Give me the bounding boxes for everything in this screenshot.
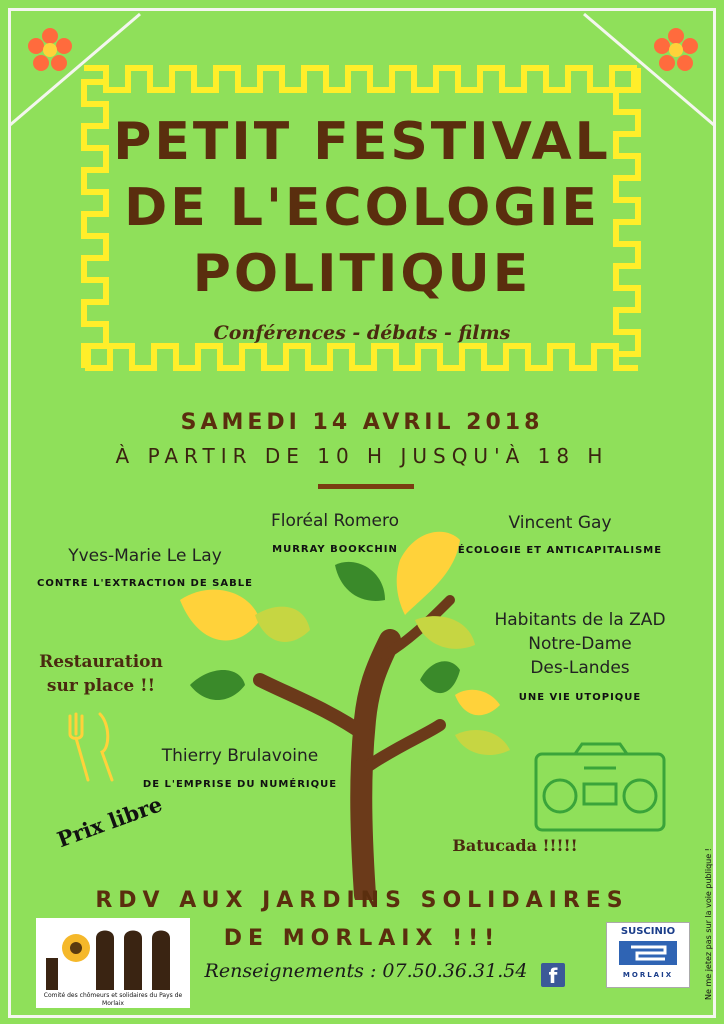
speaker-name: Thierry Brulavoine <box>161 746 319 766</box>
speaker-name: Notre-Dame <box>528 634 632 654</box>
restauration-line: Restauration <box>39 652 163 672</box>
divider <box>318 484 414 489</box>
right-logo-subtitle: MORLAIX <box>622 971 674 979</box>
facebook-icon[interactable]: f <box>541 963 565 987</box>
rdv-line: RDV AUX JARDINS SOLIDAIRES <box>95 888 629 913</box>
speaker-topic: ÉCOLOGIE ET ANTICAPITALISME <box>457 545 663 556</box>
title-line-3: POLITIQUE <box>192 244 532 304</box>
restauration-line: sur place !! <box>46 676 156 696</box>
flower-icon <box>26 26 74 74</box>
subtitle: Conférences - débats - films <box>213 322 511 344</box>
speaker-topic: UNE VIE UTOPIQUE <box>518 692 642 703</box>
title-line-2: DE L'ECOLOGIE <box>124 178 600 238</box>
speaker-topic: CONTRE L'EXTRACTION DE SABLE <box>37 578 253 589</box>
event-date: SAMEDI 14 AVRIL 2018 <box>180 410 544 435</box>
prix-libre: Prix libre <box>53 791 166 853</box>
right-logo <box>606 922 690 988</box>
speaker-name: Yves-Marie Le Lay <box>68 546 222 566</box>
boombox-icon <box>530 740 670 836</box>
rdv-line: DE MORLAIX !!! <box>223 926 501 951</box>
right-logo-title: SUSCINIO <box>620 926 676 937</box>
speaker-topic: MURRAY BOOKCHIN <box>272 544 398 555</box>
speaker-topic: DE L'EMPRISE DU NUMÉRIQUE <box>142 779 338 790</box>
batucada: Batucada !!!!! <box>452 836 578 855</box>
flower-icon <box>652 26 700 74</box>
speaker-name: Floréal Romero <box>270 511 399 531</box>
left-logo <box>36 918 190 1008</box>
speaker-name: Des-Landes <box>530 658 630 678</box>
event-hours: À PARTIR DE 10 H JUSQU'À 18 H <box>115 444 609 468</box>
contact-info: Renseignements : 07.50.36.31.54 <box>204 960 528 982</box>
speaker-name: Vincent Gay <box>508 513 612 533</box>
side-note: Ne me jetez pas sur la voie publique ! <box>704 848 713 1000</box>
title-line-1: PETIT FESTIVAL <box>113 112 611 172</box>
cutlery-icon <box>62 708 118 784</box>
suscinio-logo-icon <box>607 937 689 971</box>
left-logo-caption: Comité des chômeurs et solidaires du Pays de Morlaix <box>43 992 183 1007</box>
speaker-name: Habitants de la ZAD <box>494 610 666 630</box>
comite-logo-icon <box>36 918 190 992</box>
